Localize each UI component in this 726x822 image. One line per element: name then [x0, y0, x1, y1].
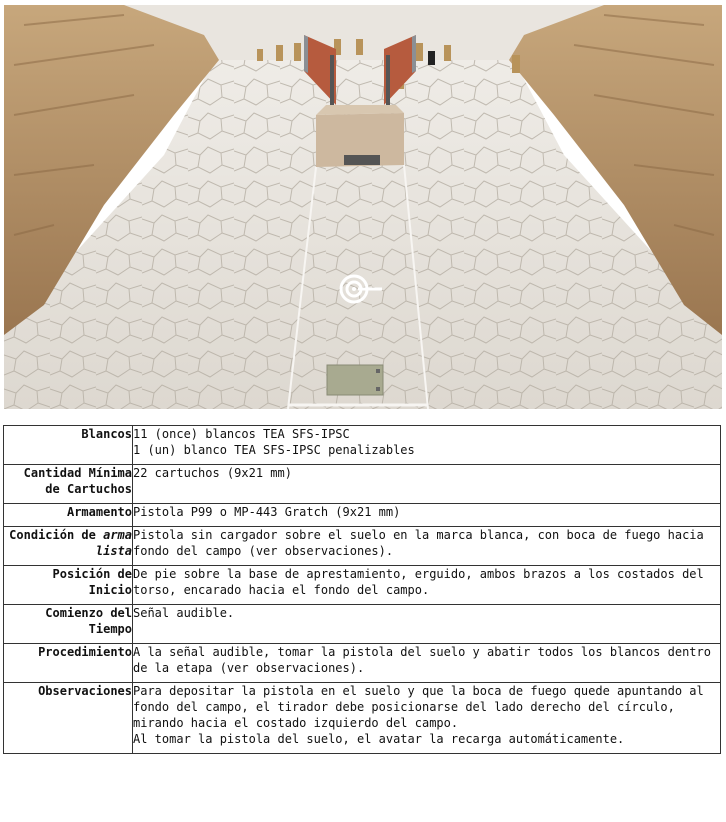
row-value-blancos — [133, 426, 721, 465]
value-line: Pistola P99 o MP-443 Gratch (9x21 mm) — [133, 505, 401, 519]
stage-info-table — [3, 425, 721, 754]
row-label-blancos: Blancos — [4, 426, 133, 465]
stage-render-svg — [4, 5, 722, 409]
label-line: Inicio — [88, 583, 132, 597]
value-line: A la señal audible, tomar la pistola del suelo y abatir todos los blancos dentro — [133, 645, 711, 659]
label-line: Tiempo — [88, 622, 132, 636]
value-line: fondo del campo, el tirador debe posicionarse del lado derecho del círculo, — [133, 700, 675, 714]
value-line: 1 (un) blanco TEA SFS-IPSC penalizables — [133, 443, 415, 457]
value-line: mirando hacia el costado izquierdo del campo. — [133, 716, 459, 730]
table-row — [4, 566, 721, 605]
row-label-armamento: Armamento — [4, 504, 133, 527]
value-line: De pie sobre la base de aprestamiento, erguido, ambos brazos a los costados del — [133, 567, 704, 581]
row-label-comienzo — [4, 605, 133, 644]
row-value-armamento — [133, 504, 721, 527]
row-label-observaciones: Observaciones — [4, 683, 133, 754]
table-row — [4, 426, 721, 465]
row-label-procedimiento: Procedimiento — [4, 644, 133, 683]
value-line: Señal audible. — [133, 606, 235, 620]
start-mat — [327, 365, 383, 395]
row-value-observaciones — [133, 683, 721, 754]
label-line: Comienzo del — [45, 606, 132, 620]
table-row — [4, 527, 721, 566]
row-label-cartuchos — [4, 465, 133, 504]
row-value-procedimiento — [133, 644, 721, 683]
label-line: de Cartuchos — [45, 482, 132, 496]
table-row — [4, 465, 721, 504]
table-row — [4, 644, 721, 683]
label-line: Posición de — [52, 567, 132, 581]
label-line: Cantidad Mínima — [23, 466, 132, 480]
value-line: torso, encarado hacia el fondo del campo. — [133, 583, 430, 597]
label-em: lista — [95, 544, 132, 558]
value-line: de la etapa (ver observaciones). — [133, 661, 365, 675]
row-label-condicion — [4, 527, 133, 566]
row-label-posicion — [4, 566, 133, 605]
value-line: Al tomar la pistola del suelo, el avatar la recarga automáticamente. — [133, 732, 625, 746]
value-line: Para depositar la pistola en el suelo y que la boca de fuego quede apuntando al — [133, 684, 704, 698]
label-em: arma — [103, 528, 132, 542]
row-value-posicion — [133, 566, 721, 605]
row-value-condicion — [133, 527, 721, 566]
value-line: Pistola sin cargador sobre el suelo en la marca blanca, con boca de fuego hacia — [133, 528, 704, 542]
table-row — [4, 683, 721, 754]
stage-render-image — [4, 5, 722, 409]
value-line: fondo del campo (ver observaciones). — [133, 544, 394, 558]
table-row — [4, 504, 721, 527]
label-prefix: Condición de — [9, 528, 104, 542]
value-line: 22 cartuchos (9x21 mm) — [133, 466, 292, 480]
value-line: 11 (once) blancos TEA SFS-IPSC — [133, 427, 350, 441]
table-row — [4, 605, 721, 644]
row-value-cartuchos — [133, 465, 721, 504]
row-value-comienzo — [133, 605, 721, 644]
